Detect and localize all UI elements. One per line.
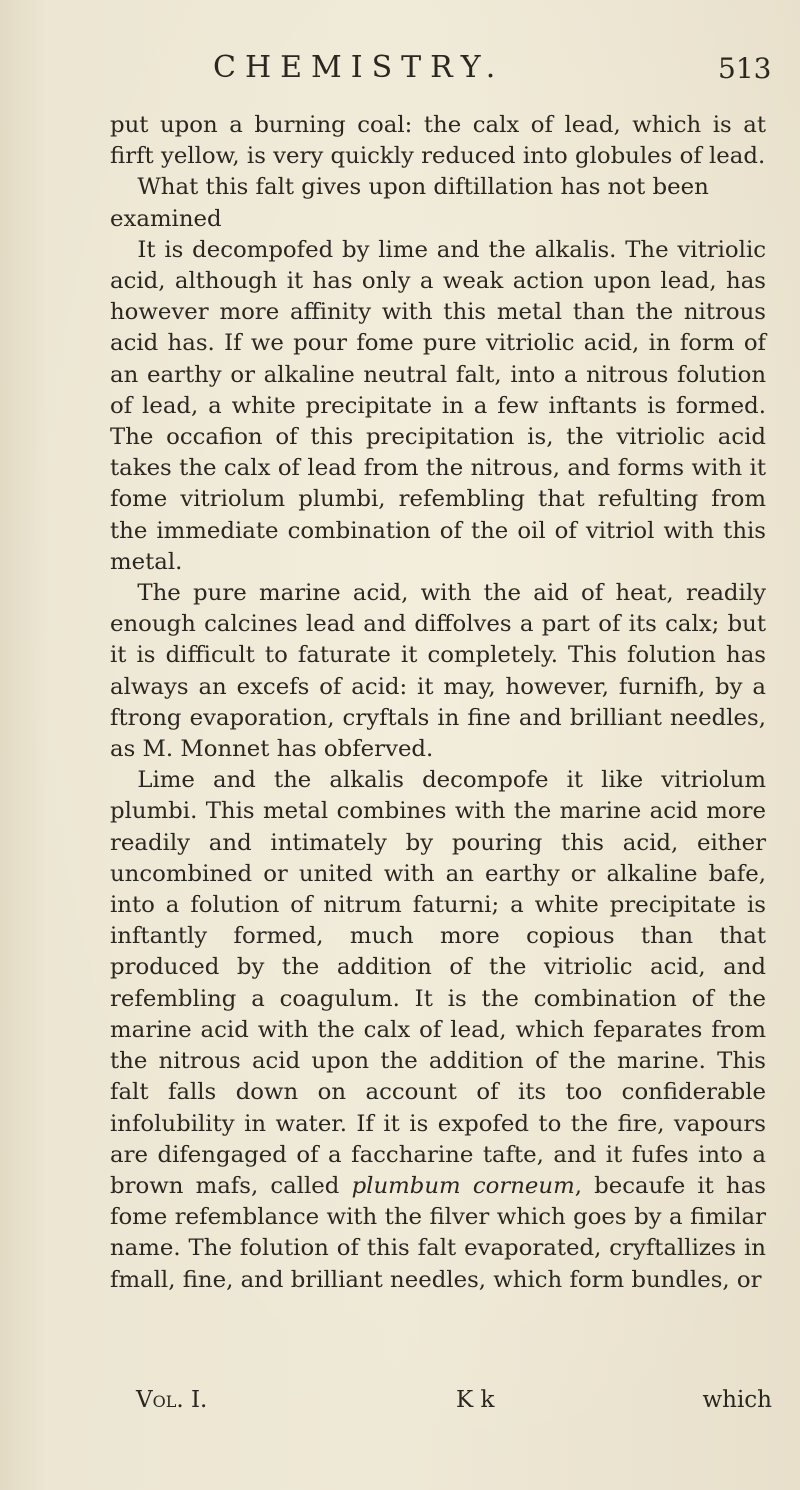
paragraph-plumbum-corneum — [110, 765, 766, 1295]
running-head: CHEMISTRY. — [213, 50, 505, 85]
volume-mark: Vol. I. — [136, 1387, 208, 1413]
signature-mark: K k — [456, 1387, 495, 1413]
paragraph-vitriolic-acid: It is decompofed by lime and the alkalis. The vitriolic acid, although it has only a weak action upon lead, has however more affinity with this metal than the nitrous acid has. If we pour fome pure vitriolic acid, in form of an earthy or alkaline neutral falt, into a nitrous folution of lead, a white precipitate in a few inftants is formed. The occafion of this precipitation is, the vitriolic acid takes the calx of lead from the nitrous, and forms with it fome vitriolum plumbi, refembling that refulting from the immediate combination of the oil of vitriol with this metal. — [110, 236, 766, 575]
body-text — [110, 110, 766, 1296]
italic-term-plumbum-corneum: plumbum corneum — [351, 1172, 575, 1199]
catchword: which — [702, 1387, 772, 1413]
paragraph-text-before: Lime and the alkalis decompofe it like vitriolum plumbi. This metal combines with the marine acid more readily and intimately by pouring this acid, either uncombined or united with an earthy or alkaline bafe, into a folution of nitrum faturni; a white precipitate is inftantly formed, much more copious than that produced by the addition of the vitriolic acid, and refembling a coagulum. It is the combination of the marine acid with the calx of lead, which feparates from the nitrous acid upon the addition of the marine. This falt falls down on account of its too confiderable infolubility in water. If it is expofed to the fire, vapours are difengaged of a faccharine tafte, and it fufes into a brown mafs, called — [110, 767, 766, 1199]
paragraph-continuation: put upon a burning coal: the calx of lead, which is at firft yellow, is very quickly reduced into globules of lead. — [110, 112, 766, 170]
footer-line — [136, 1387, 776, 1419]
paragraph-text-after: , becaufe it has fome refemblance with the filver which goes by a fimilar name. The folution of this falt evaporated, cryftallizes in fmall, fine, and brilliant needles, which form bundles, or — [110, 1172, 766, 1293]
paragraph-distillation: What this falt gives upon diftillation has not been examined — [110, 174, 709, 232]
page-number: 513 — [718, 52, 772, 85]
paragraph-marine-acid: The pure marine acid, with the aid of heat, readily enough calcines lead and diffolves a part of its calx; but it is difficult to faturate it completely. This folution has always an excefs of acid: it may, however, furnifh, by a ftrong evaporation, cryftals in fine and brilliant needles, as M. Monnet has obferved. — [110, 580, 766, 763]
